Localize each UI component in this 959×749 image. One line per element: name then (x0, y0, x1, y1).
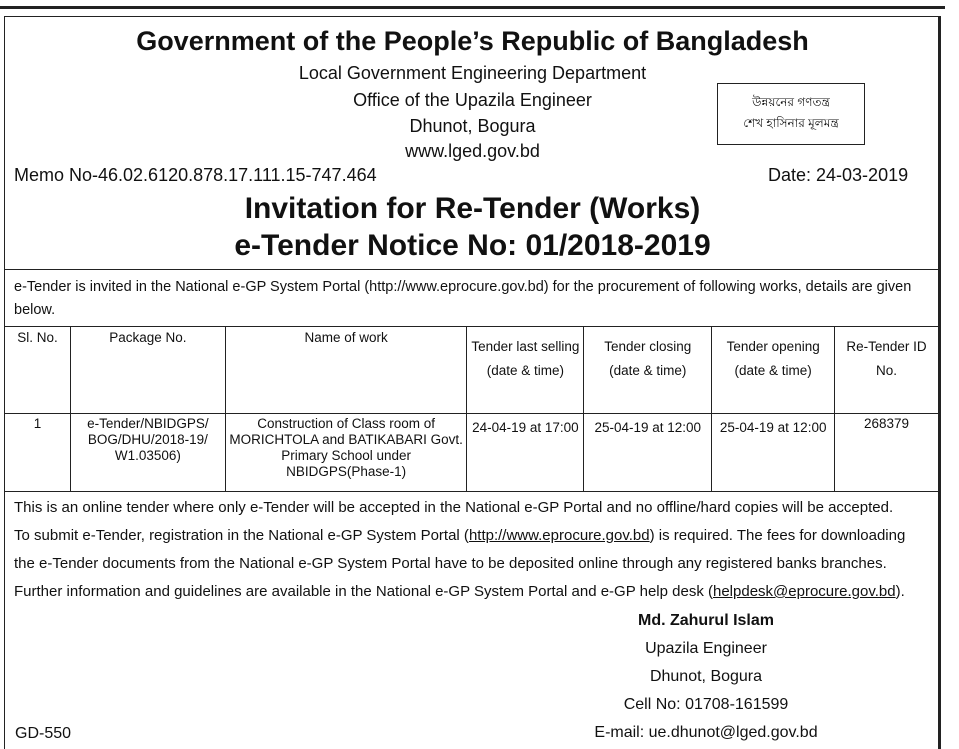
gd-number: GD-550 (15, 725, 72, 742)
notice-title: Invitation for Re-Tender (Works) (244, 192, 701, 225)
memo-number: Memo No-46.02.6120.878.17.111.15-747.464 (14, 165, 377, 185)
cell-sl: 1 (5, 414, 71, 492)
intro-text: e-Tender is invited in the National e-GP System Portal (http://www.eprocure.gov.bd) for the procurement of following works, details are given below. (14, 279, 912, 318)
cell-id: 268379 (835, 414, 939, 492)
cell-work: Construction of Class room of MORICHTOLA and BATIKABARI Govt. Primary School under NBIDGPS(Phase-1) (225, 414, 467, 492)
signatory-email: E-mail: ue.dhunot@lged.gov.bd (594, 724, 818, 741)
body-line-4: Further information and guidelines are available in the National e-GP System Portal and e-GP help desk (helpdesk@eprocure.gov.bd). (14, 583, 905, 600)
cell-selling: 24-04-19 at 17:00 (467, 414, 584, 492)
eprocure-link[interactable]: http://www.eprocure.gov.bd (468, 527, 650, 544)
tender-table (4, 326, 939, 492)
notice-number: e-Tender Notice No: 01/2018-2019 (234, 229, 711, 262)
header-selling: Tender last selling (date & time) (467, 327, 584, 414)
signatory-cell: Cell No: 01708-161599 (623, 696, 789, 713)
office-location: Dhunot, Bogura (409, 116, 536, 136)
government-heading: Government of the People’s Republic of Bangladesh (136, 26, 809, 56)
cell-package: e-Tender/NBIDGPS/ BOG/DHU/2018-19/ W1.03506) (70, 414, 225, 492)
top-rule (0, 6, 945, 9)
header-sl-no: Sl. No. (5, 327, 71, 414)
department-name: Local Government Engineering Department (298, 63, 647, 83)
header-closing: Tender closing (date & time) (584, 327, 712, 414)
divider-above-intro (4, 269, 939, 270)
office-name: Office of the Upazila Engineer (353, 90, 592, 110)
table-header-row (5, 327, 939, 414)
header-retender-id: Re-Tender ID No. (835, 327, 939, 414)
table-row (5, 414, 939, 492)
signatory-place: Dhunot, Bogura (649, 668, 763, 685)
slogan-line-1: উন্নয়নের গণতন্ত্র (752, 95, 830, 109)
cell-opening: 25-04-19 at 12:00 (712, 414, 835, 492)
signatory-name: Md. Zahurul Islam (637, 612, 774, 629)
header-name-of-work: Name of work (225, 327, 467, 414)
helpdesk-email-link[interactable]: helpdesk@eprocure.gov.bd (713, 583, 896, 600)
header-package-no: Package No. (70, 327, 225, 414)
signatory-designation: Upazila Engineer (645, 640, 767, 657)
slogan-line-2: শেখ হাসিনার মূলমন্ত্র (743, 116, 839, 130)
body-line-3: the e-Tender documents from the National e-GP System Portal have to be deposited online through any registered banks branches. (14, 555, 887, 572)
cell-closing: 25-04-19 at 12:00 (584, 414, 712, 492)
notice-date: Date: 24-03-2019 (768, 165, 909, 185)
body-line-2: To submit e-Tender, registration in the National e-GP System Portal (http://www.eprocure.gov.bd) is required. The fees for downloading (14, 527, 906, 544)
header-opening: Tender opening (date & time) (712, 327, 835, 414)
slogan-box (717, 83, 865, 145)
website-text: www.lged.gov.bd (405, 141, 540, 161)
body-line-1: This is an online tender where only e-Tender will be accepted in the National e-GP Portal and no offline/hard copies will be accepted. (14, 499, 894, 516)
